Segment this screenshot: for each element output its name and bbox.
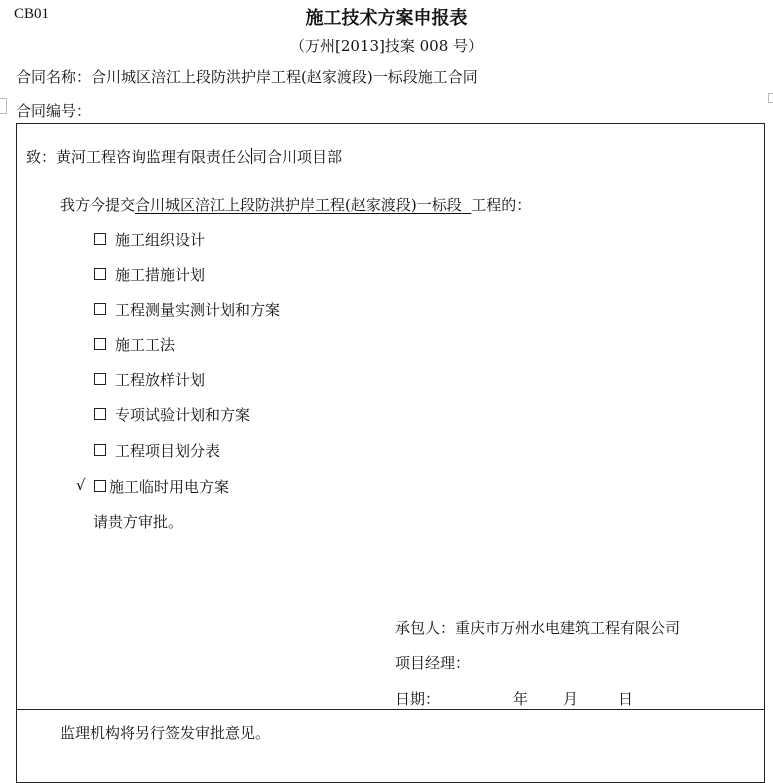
item-label: 施工工法	[115, 336, 176, 354]
contractor-label: 承包人：	[395, 619, 456, 637]
item-label: 施工临时用电方案	[109, 478, 230, 496]
contract-name-label: 合同名称：	[16, 68, 92, 86]
list-item[interactable]	[94, 264, 205, 285]
checkbox-icon[interactable]	[94, 444, 106, 456]
list-item[interactable]	[94, 369, 205, 390]
checkmark-icon: √	[76, 476, 86, 494]
list-item[interactable]	[94, 404, 250, 425]
page-title: 施工技术方案申报表	[305, 8, 468, 29]
contractor-line	[395, 617, 680, 638]
item-label: 工程测量实测计划和方案	[115, 301, 281, 319]
addressee-line[interactable]	[26, 146, 342, 167]
list-item[interactable]	[94, 440, 220, 461]
addressee-text: 致：黄河工程咨询监理有限责任公	[26, 148, 252, 166]
project-name: 合川城区涪江上段防洪护岸工程(赵家渡段)一标段	[135, 196, 462, 214]
submission-line	[60, 194, 531, 215]
date-line	[395, 688, 633, 709]
contract-name-value: 合川城区涪江上段防洪护岸工程(赵家渡段)一标段施工合同	[91, 68, 478, 86]
item-label: 施工组织设计	[115, 231, 206, 249]
document-number: （万州[2013]技案 008 号）	[289, 37, 484, 55]
date-year: 年	[513, 690, 529, 708]
checkbox-icon[interactable]	[94, 408, 106, 420]
checkbox-icon[interactable]	[94, 303, 106, 315]
addressee-text-end: 司合川项目部	[252, 148, 343, 166]
list-item[interactable]	[94, 334, 175, 355]
date-label: 日期：	[395, 690, 441, 708]
project-manager-line: 项目经理：	[395, 654, 471, 672]
checkbox-icon[interactable]	[94, 268, 106, 280]
checkbox-icon[interactable]	[94, 373, 106, 385]
supervisor-note: 监理机构将另行签发审批意见。	[60, 724, 271, 742]
project-name-underline-space	[462, 196, 472, 214]
list-item[interactable]	[94, 476, 229, 497]
submit-prefix: 我方今提交	[60, 196, 136, 214]
item-label: 工程项目划分表	[115, 442, 221, 460]
contract-name	[16, 66, 478, 87]
date-day: 日	[618, 690, 634, 708]
date-month: 月	[563, 690, 579, 708]
margin-marker	[0, 98, 7, 114]
checkbox-icon[interactable]	[94, 480, 106, 492]
submit-suffix: 工程的：	[471, 196, 532, 214]
form-code: CB01	[14, 6, 50, 22]
checkbox-icon[interactable]	[94, 338, 106, 350]
contract-number: 合同编号：	[16, 102, 92, 120]
contractor-name: 重庆市万州水电建筑工程有限公司	[455, 619, 681, 637]
list-item[interactable]	[94, 299, 280, 320]
item-label: 工程放样计划	[115, 371, 206, 389]
margin-marker	[768, 93, 773, 103]
approval-request: 请贵方审批。	[93, 513, 184, 531]
item-label: 施工措施计划	[115, 266, 206, 284]
item-label: 专项试验计划和方案	[115, 406, 251, 424]
form-divider	[16, 709, 765, 710]
list-item[interactable]	[94, 229, 205, 250]
checkbox-icon[interactable]	[94, 233, 106, 245]
